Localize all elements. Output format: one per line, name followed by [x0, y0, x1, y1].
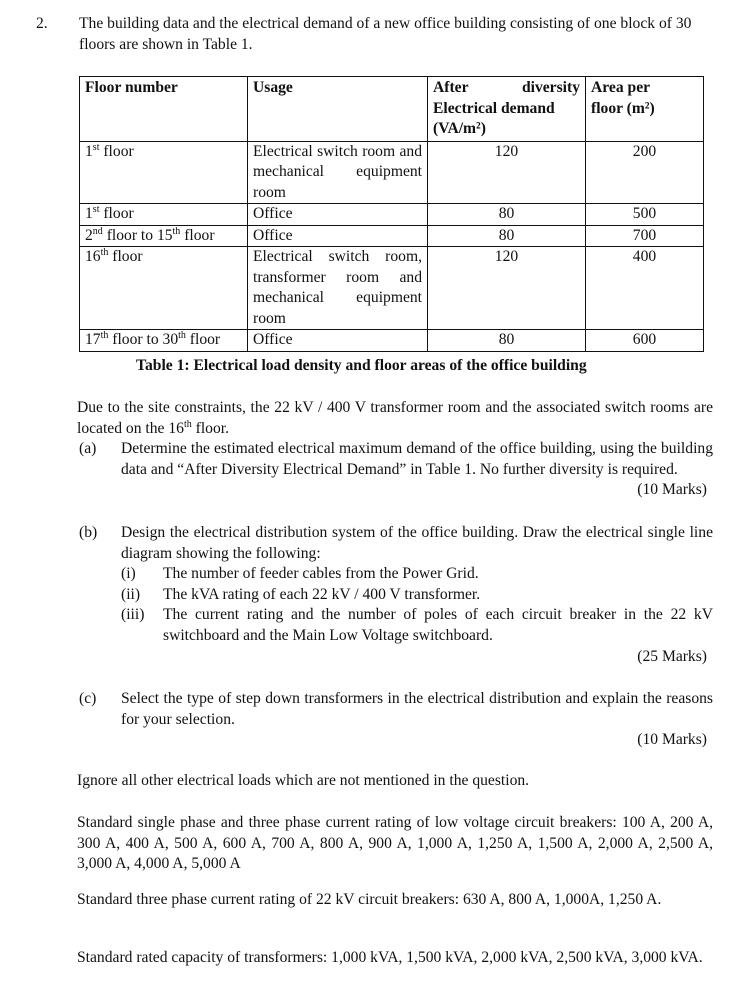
transformer-ratings: Standard rated capacity of transformers: 1,000 kVA, 1,500 kVA, 2,000 kVA, 2,500 kVA, 3,000 kVA. — [77, 949, 703, 966]
row-usage: Electrical switch room, transformer room and mechanical equipment room — [248, 247, 428, 330]
part-b — [79, 523, 715, 673]
building-data-table — [79, 76, 704, 352]
table-caption: Table 1: Electrical load density and floor areas of the office building — [136, 357, 587, 374]
row-floor: 2nd floor to 15th floor — [80, 225, 248, 247]
part-a-marks: (10 Marks) — [637, 481, 707, 498]
row-floor: 1st floor — [80, 141, 248, 204]
header-demand-line-2: Electrical demand — [433, 99, 555, 117]
row-area: 200 — [586, 141, 704, 204]
header-floor-number: Floor number — [80, 77, 248, 142]
row-area: 400 — [586, 247, 704, 330]
site-note: Due to the site constraints, the 22 kV / 400 V transformer room and the associated switch rooms are located on the 16th floor. — [77, 399, 713, 437]
part-c — [79, 689, 715, 751]
part-c-text: Select the type of step down transformers in the electrical distribution and explain the reasons for your selection. — [121, 690, 713, 728]
header-area — [586, 77, 704, 142]
row-floor: 16th floor — [80, 247, 248, 330]
part-b-item-text: The kVA rating of each 22 kV / 400 V transformer. — [163, 586, 481, 603]
part-c-label: (c) — [79, 690, 97, 707]
row-area: 600 — [586, 330, 704, 352]
table-row — [80, 204, 704, 226]
header-demand-unit: (VA/m²) — [433, 120, 486, 137]
part-b-text: Design the electrical distribution system of the office building. Draw the electrical single line diagram showing the following: — [121, 524, 713, 562]
row-area: 700 — [586, 225, 704, 247]
row-usage: Office — [248, 330, 428, 352]
question-intro: The building data and the electrical demand of a new office building consisting of one block of 30 floors are shown in Table 1. — [79, 15, 692, 53]
part-c-marks: (10 Marks) — [637, 731, 707, 748]
header-demand-word-1: After — [433, 79, 469, 96]
lv-breaker-ratings: Standard single phase and three phase current rating of low voltage circuit breakers: 100 A, 200 A, 300 A, 400 A, 500 A, 600 A, 700 A, 800 A, 900 A, 1,000 A, 1,250 A, 1,500 A, 2,000 A, 2,500 A, 3,000 A, 4,000 A, 5,000 A — [77, 814, 713, 872]
header-demand — [428, 77, 586, 142]
header-area-line-1: Area per — [591, 79, 651, 96]
part-a — [79, 439, 715, 501]
row-floor: 1st floor — [80, 204, 248, 226]
hv-breaker-ratings: Standard three phase current rating of 22 kV circuit breakers: 630 A, 800 A, 1,000A, 1,250 A. — [77, 891, 662, 908]
header-usage: Usage — [248, 77, 428, 142]
part-b-item-text: The current rating and the number of poles of each circuit breaker in the 22 kV switchboard and the Main Low Voltage switchboard. — [163, 606, 713, 644]
part-b-item-text: The number of feeder cables from the Power Grid. — [163, 565, 479, 582]
part-b-item-label: (i) — [121, 565, 136, 582]
row-demand: 80 — [428, 225, 586, 247]
part-b-item-label: (iii) — [121, 606, 145, 623]
row-demand: 120 — [428, 141, 586, 204]
header-demand-word-2: diversity — [521, 79, 580, 96]
row-demand: 120 — [428, 247, 586, 330]
table-row — [80, 330, 704, 352]
row-usage: Electrical switch room and mechanical equipment room — [248, 141, 428, 204]
part-a-label: (a) — [79, 440, 97, 457]
part-b-marks: (25 Marks) — [637, 648, 707, 665]
question-number: 2. — [36, 15, 48, 32]
table-row — [80, 247, 704, 330]
part-a-text: Determine the estimated electrical maximum demand of the office building, using the building data and “After Diversity Electrical Demand” in Table 1. No further diversity is required. — [121, 440, 713, 478]
row-usage: Office — [248, 204, 428, 226]
part-b-label: (b) — [79, 524, 98, 541]
row-area: 500 — [586, 204, 704, 226]
row-demand: 80 — [428, 204, 586, 226]
row-floor: 17th floor to 30th floor — [80, 330, 248, 352]
header-area-line-2: floor (m²) — [591, 99, 655, 117]
row-demand: 80 — [428, 330, 586, 352]
table-header-row — [80, 77, 704, 142]
ignore-note: Ignore all other electrical loads which are not mentioned in the question. — [77, 772, 530, 789]
part-b-item-label: (ii) — [121, 586, 141, 603]
table-row — [80, 141, 704, 204]
table-row — [80, 225, 704, 247]
row-usage: Office — [248, 225, 428, 247]
